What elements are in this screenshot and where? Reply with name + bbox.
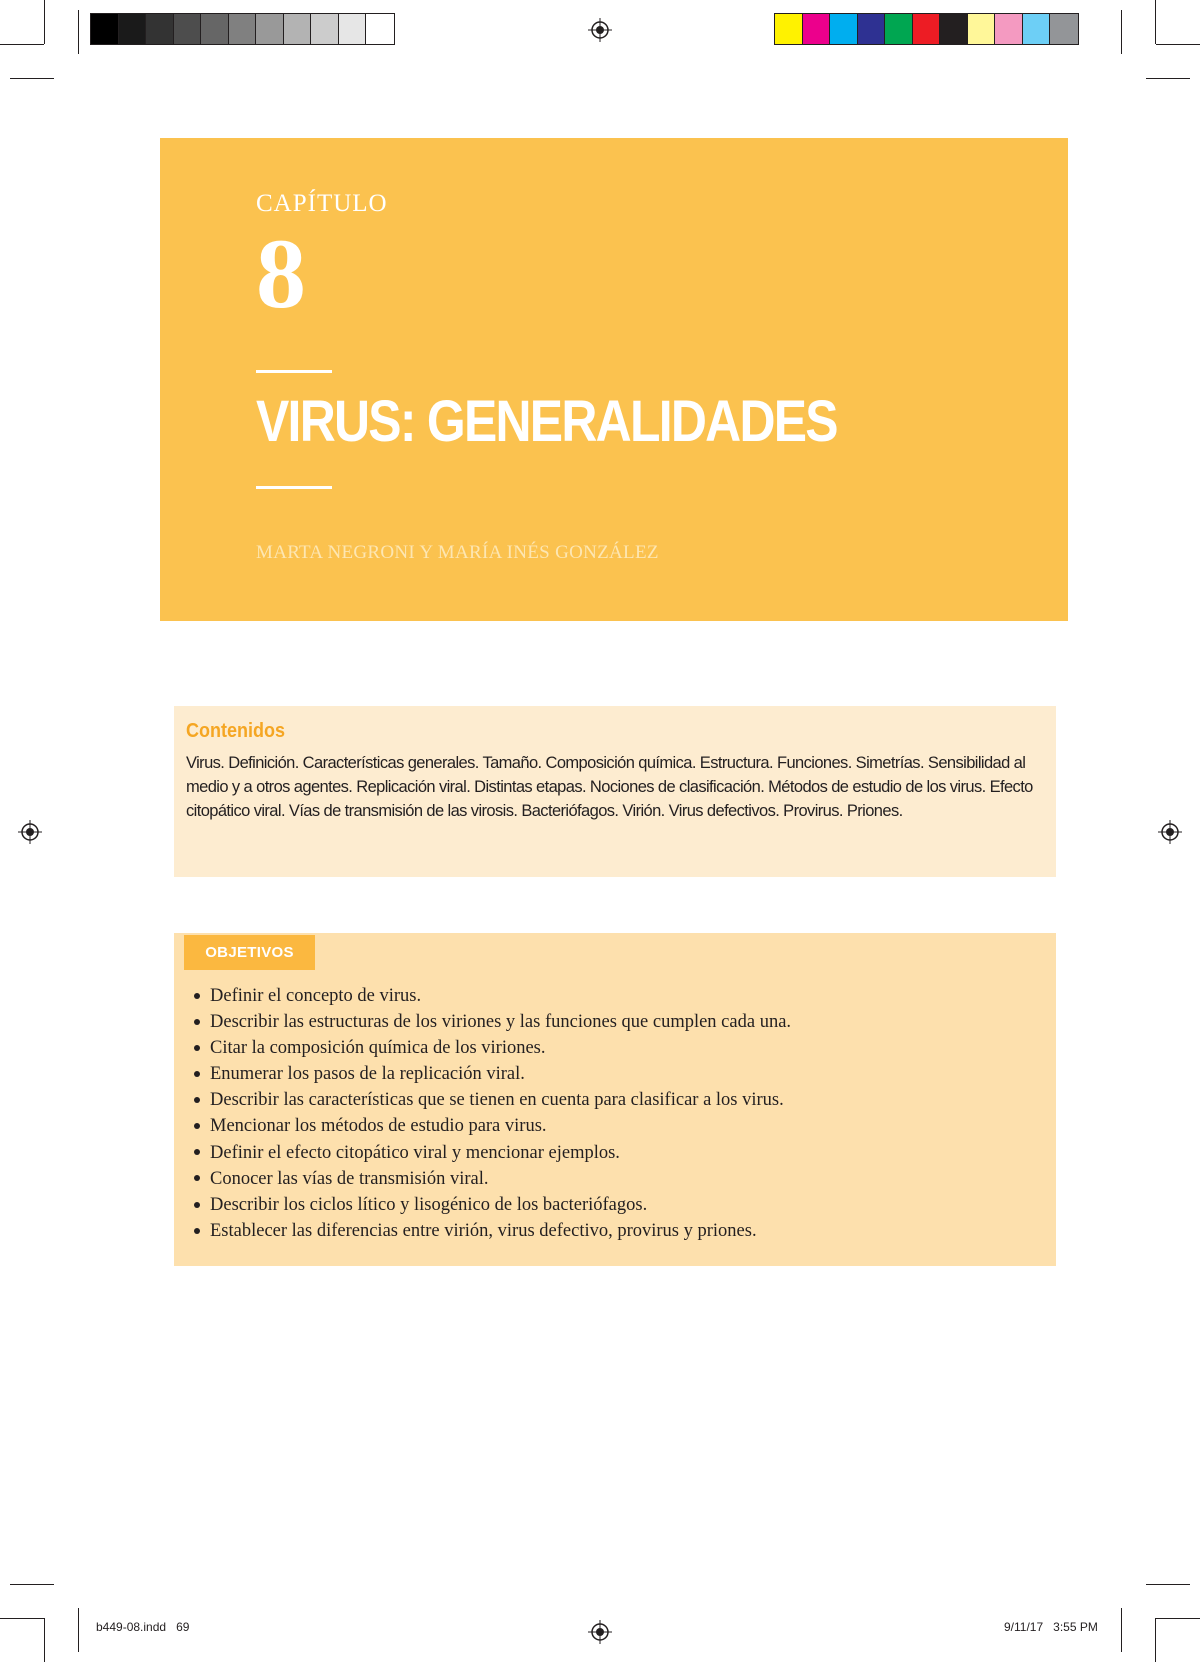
gray-swatch [311,14,339,44]
gray-swatch [119,14,147,44]
color-calibration-bar [774,13,1079,45]
crop-mark [1156,44,1200,45]
contents-heading: Contenidos [186,720,285,742]
objective-item [192,1035,791,1061]
bullet-icon [194,1097,200,1103]
color-swatch [830,14,858,44]
bullet-icon [194,1045,200,1051]
objective-text: Definir el concepto de virus. [210,986,422,1006]
title-rule-top [256,370,332,373]
gray-swatch [256,14,284,44]
objective-item [192,1113,791,1139]
crop-mark [1156,1618,1200,1619]
crop-mark [0,44,44,45]
color-swatch [885,14,913,44]
crop-mark [78,1608,79,1652]
objectives-tab: OBJETIVOS [184,935,315,970]
chapter-number: 8 [256,218,306,329]
gray-swatch [174,14,202,44]
slug-date-info: 9/11/17 3:55 PM [1004,1620,1098,1634]
objective-item [192,1140,791,1166]
chapter-header [160,138,1068,621]
slug-file-info: b449-08.indd 69 [96,1620,190,1634]
objective-item [192,1087,791,1113]
bullet-icon [194,1071,200,1077]
color-swatch [913,14,941,44]
objective-item [192,1218,791,1244]
registration-mark-icon [1158,820,1182,844]
crop-mark [44,0,45,44]
crop-mark [44,1618,45,1662]
gray-calibration-bar [90,13,395,45]
color-swatch [803,14,831,44]
objective-item [192,983,791,1009]
crop-mark [78,10,79,54]
crop-mark [0,1618,44,1619]
objective-text: Conocer las vías de transmisión viral. [210,1168,489,1189]
color-swatch [968,14,996,44]
bullet-icon [194,1175,200,1181]
objective-text: Definir el efecto citopático viral y mencionar ejemplos. [210,1142,620,1163]
registration-mark-icon [588,18,612,42]
gray-swatch [91,14,119,44]
gray-swatch [339,14,367,44]
color-swatch [1023,14,1051,44]
crop-mark [1146,78,1190,79]
objectives-box [174,933,1056,1266]
crop-mark [10,78,54,79]
objective-item [192,1061,791,1087]
color-swatch [940,14,968,44]
objective-text: Describir los ciclos lítico y lisogénico de los bacteriófagos. [210,1194,648,1215]
bullet-icon [194,993,200,999]
bullet-icon [194,1202,200,1208]
crop-mark [1155,1618,1156,1662]
objective-text: Enumerar los pasos de la replicación viral. [210,1064,525,1085]
gray-swatch [284,14,312,44]
gray-swatch [201,14,229,44]
contents-text: Virus. Definición. Características generales. Tamaño. Composición química. Estructura. Funciones. Simetrías. Sensibilidad al medio y a otros agentes. Replicación viral. Distintas etapas. Nociones de clasificación. Métodos de estudio de los virus. Efecto citopático viral. Vías de transmisión de las virosis. Bacteriófagos. Virión. Virus defectivos. Provirus. Priones. [186,754,1033,820]
gray-swatch [229,14,257,44]
color-swatch [1050,14,1078,44]
objective-text: Citar la composición química de los viriones. [210,1038,546,1059]
crop-mark [1121,10,1122,54]
objective-text: Mencionar los métodos de estudio para virus. [210,1116,547,1137]
chapter-authors: MARTA NEGRONI Y MARÍA INÉS GONZÁLEZ [256,542,659,563]
registration-mark-icon [18,820,42,844]
bullet-icon [194,1019,200,1025]
objective-text: Establecer las diferencias entre virión, virus defectivo, provirus y priones. [210,1220,757,1241]
chapter-title: VIRUS: GENERALIDADES [256,389,837,454]
gray-swatch [366,14,394,44]
color-swatch [858,14,886,44]
crop-mark [1146,1584,1190,1585]
bullet-icon [194,1123,200,1129]
gray-swatch [146,14,174,44]
crop-mark [1121,1608,1122,1652]
chapter-label: CAPÍTULO [256,190,388,217]
registration-mark-icon [588,1620,612,1644]
objective-item [192,1009,791,1035]
color-swatch [775,14,803,44]
objective-text: Describir las características que se tienen en cuenta para clasificar a los virus. [210,1090,784,1111]
crop-mark [1155,0,1156,44]
objective-text: Describir las estructuras de los viriones y las funciones que cumplen cada una. [210,1012,792,1033]
bullet-icon [194,1228,200,1234]
objective-item [192,1192,791,1218]
crop-mark [10,1584,54,1585]
objective-item [192,1166,791,1192]
contents-box [174,706,1056,877]
objectives-list [192,983,791,1244]
color-swatch [995,14,1023,44]
bullet-icon [194,1149,200,1155]
title-rule-bottom [256,486,332,489]
